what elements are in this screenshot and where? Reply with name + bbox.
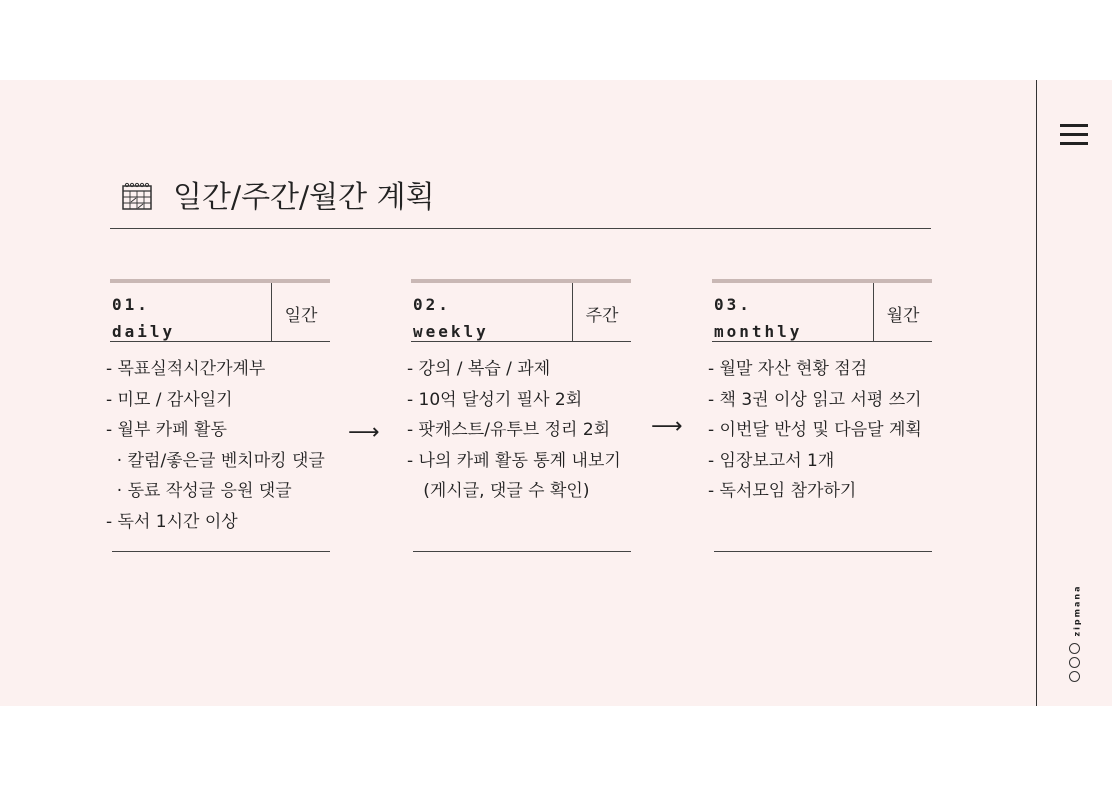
page-title: 일간/주간/월간 계획 bbox=[173, 180, 435, 215]
list-item: (게시글, 댓글 수 확인) bbox=[407, 481, 590, 501]
card-header bbox=[411, 283, 631, 342]
calendar-icon bbox=[121, 181, 153, 211]
card-index: 03. bbox=[714, 295, 752, 314]
card-index: 01. bbox=[112, 295, 150, 314]
card-header bbox=[110, 283, 330, 342]
weekly-card bbox=[407, 279, 631, 507]
card-bottom-line bbox=[413, 551, 631, 552]
title-underline bbox=[110, 228, 931, 229]
right-divider bbox=[1036, 80, 1037, 706]
card-bottom-line bbox=[714, 551, 932, 552]
card-number bbox=[112, 291, 175, 345]
card-index: 02. bbox=[413, 295, 451, 314]
list-item: · 칼럼/좋은글 벤치마킹 댓글 bbox=[106, 450, 325, 471]
arrow-right-icon: ⟶ bbox=[348, 420, 380, 445]
card-period: daily bbox=[112, 322, 176, 341]
list-item: · 동료 작성글 응원 댓글 bbox=[106, 481, 292, 501]
daily-card bbox=[106, 279, 330, 537]
card-items bbox=[407, 354, 631, 507]
list-item: - 월말 자산 현황 점검 bbox=[708, 359, 868, 379]
brand-text: zipmana bbox=[1072, 584, 1082, 637]
card-kind: 주간 bbox=[585, 306, 619, 326]
card-items bbox=[106, 354, 330, 537]
card-header bbox=[712, 283, 932, 342]
monthly-card bbox=[708, 279, 932, 507]
hamburger-menu-icon[interactable] bbox=[1060, 124, 1088, 146]
list-item: - 이번달 반성 및 다음달 계획 bbox=[708, 420, 922, 440]
card-bottom-line bbox=[112, 551, 330, 552]
card-number bbox=[714, 291, 802, 345]
list-item: - 강의 / 복습 / 과제 bbox=[407, 359, 551, 379]
list-item: - 월부 카페 활동 bbox=[106, 420, 227, 440]
circles-icon bbox=[1069, 643, 1083, 685]
list-item: - 목표실적시간가계부 bbox=[106, 359, 266, 379]
card-kind: 일간 bbox=[284, 306, 318, 326]
list-item: - 팟캐스트/유투브 정리 2회 bbox=[407, 420, 611, 440]
card-period: monthly bbox=[714, 322, 803, 341]
list-item: - 10억 달성기 필사 2회 bbox=[407, 389, 583, 410]
list-item: - 책 3권 이상 읽고 서평 쓰기 bbox=[708, 389, 922, 410]
card-number bbox=[413, 291, 489, 345]
list-item: - 나의 카페 활동 통계 내보기 bbox=[407, 450, 621, 471]
card-period: weekly bbox=[413, 322, 489, 341]
list-item: - 임장보고서 1개 bbox=[708, 450, 835, 471]
card-items bbox=[708, 354, 932, 507]
list-item: - 독서 1시간 이상 bbox=[106, 511, 238, 532]
brand-logo bbox=[1067, 584, 1087, 644]
arrow-right-icon: ⟶ bbox=[651, 414, 683, 439]
card-kind: 월간 bbox=[886, 306, 920, 326]
list-item: - 독서모임 참가하기 bbox=[708, 481, 857, 501]
list-item: - 미모 / 감사일기 bbox=[106, 389, 233, 410]
